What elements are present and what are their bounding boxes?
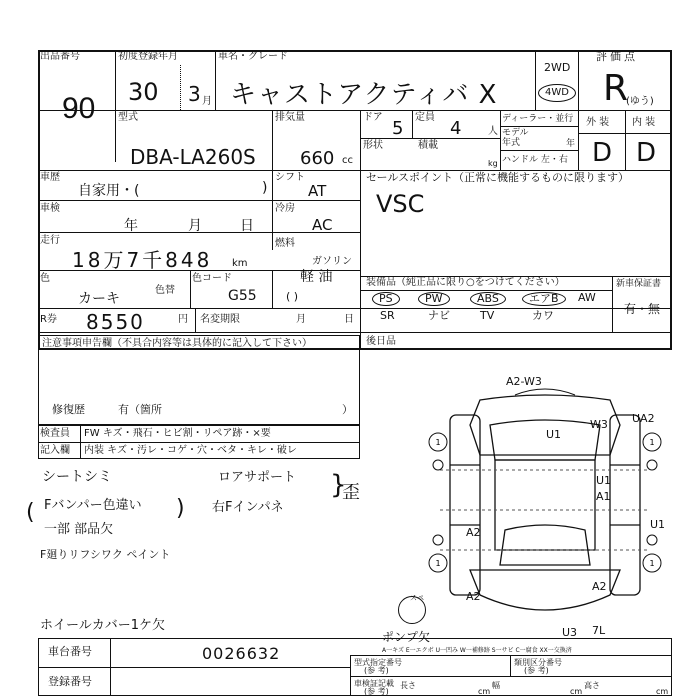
- remark-1: シートシミ: [42, 469, 112, 485]
- usage-value: 自家用・(: [78, 183, 140, 199]
- interior-label: 内 装: [632, 117, 656, 128]
- entry-items: 内装 キズ・汚レ・コゲ・穴・ベタ・キレ・破レ: [84, 445, 297, 456]
- handle-label: ハンドル 左・右: [502, 155, 568, 165]
- dims-height: 高さ: [584, 681, 600, 690]
- first-reg-month-unit: 月: [202, 96, 212, 107]
- model-label: 型式: [118, 112, 138, 123]
- damage-legend: A一キズ E一エクボ U一凹み W一補修跡 S一サビ C一腐食 XX一交換済: [382, 647, 572, 654]
- sales-point-label: セールスポイント（正常に機能するものに限ります）: [366, 171, 630, 184]
- mileage-value: 18万7千848: [72, 248, 213, 272]
- title-expiry-month: 月: [296, 314, 306, 325]
- doors-label: ドア: [363, 112, 383, 123]
- fuel-paren: ( ): [286, 290, 299, 303]
- capacity-value: 4: [450, 118, 462, 139]
- svg-text:1: 1: [435, 438, 441, 447]
- load-label: 積載: [418, 140, 438, 151]
- repair-history-value: 有（箇所: [118, 403, 162, 416]
- mileage-label: 走行: [40, 235, 60, 246]
- recycle-value: 8550: [86, 310, 145, 334]
- dims-unit-height: cm: [656, 687, 669, 696]
- fuel-label: 燃料: [275, 238, 295, 249]
- dims-width: 幅: [492, 681, 500, 690]
- damage-code: UA2: [632, 412, 655, 425]
- svg-text:1: 1: [649, 559, 655, 568]
- damage-code: U1: [650, 518, 666, 531]
- car-name-value: キャストアクティバ X: [230, 80, 498, 110]
- svg-text:1: 1: [435, 559, 441, 568]
- model-value: DBA-LA260S: [130, 145, 256, 169]
- equipment-item: カワ: [532, 309, 554, 322]
- remark-6: 右Fインパネ: [212, 500, 284, 515]
- remark-2: Fバンパー色違い: [44, 498, 142, 513]
- svg-text:1: 1: [649, 438, 655, 447]
- equipment-label: 装備品（純正品に限り○をつけてください）: [366, 277, 565, 288]
- equipment-item: PW: [418, 292, 450, 306]
- grade-note: (ゆう): [626, 96, 654, 107]
- dims-unit-width: cm: [570, 687, 583, 696]
- inspection-year: 年: [124, 218, 138, 234]
- remark-4: F廻りリフシワク ペイント: [40, 548, 171, 561]
- repaint-label: 色替: [155, 285, 175, 296]
- inspection-day: 日: [240, 218, 254, 234]
- equipment-item: TV: [480, 309, 495, 322]
- color-code-value: G55: [228, 288, 257, 304]
- equipment-item: SR: [380, 309, 395, 322]
- usage-close: ): [262, 180, 268, 196]
- damage-code: U1: [546, 428, 562, 441]
- damage-code: U1: [596, 474, 612, 487]
- model-year-unit: 年: [566, 139, 576, 149]
- dims-unit-length: cm: [478, 687, 491, 696]
- grade-label: 評価点: [596, 50, 638, 63]
- repair-history-label: 修復歴: [52, 403, 85, 416]
- notes-label: 注意事項申告欄（不具合内容等は具体的に記入して下さい）: [42, 338, 312, 349]
- repair-history-close: ）: [342, 403, 353, 416]
- designation-ref: (参 考): [364, 666, 389, 675]
- remark-5: ロアサポート: [218, 470, 297, 485]
- displacement-label: 排気量: [275, 112, 305, 123]
- damage-code: A2: [466, 526, 481, 539]
- dims-ref: (参 考): [364, 687, 389, 696]
- drive-2wd: 2WD: [544, 61, 571, 74]
- fuel-value: 軽 油: [300, 269, 333, 285]
- equipment-item: PS: [372, 292, 400, 306]
- inspector-items: FW キズ・飛石・ヒビ割・リペア跡・×要: [84, 428, 271, 439]
- rear-seat-label: 後日品: [366, 336, 396, 347]
- damage-code: A2: [592, 580, 607, 593]
- equipment-item: ナビ: [428, 309, 450, 322]
- model-year-label2: 年式: [502, 138, 521, 148]
- inspector-label: 検査員: [40, 428, 70, 439]
- fuel-gas: ガソリン: [312, 256, 352, 267]
- warranty-label: 新車保証書: [616, 279, 662, 289]
- pump-missing: ポンプ欠: [382, 630, 431, 644]
- dims-reg-label: 車検証記載: [354, 679, 394, 688]
- grade-value: R: [603, 68, 629, 109]
- category-label: 類別区分番号: [514, 658, 562, 667]
- color-code-label: 色コード: [192, 273, 232, 284]
- warranty-value: 有・無: [624, 302, 661, 316]
- dims-length: 長さ: [400, 681, 416, 690]
- equipment-item: ABS: [470, 292, 506, 306]
- shape-label: 形状: [363, 140, 383, 151]
- title-expiry-label: 名変期限: [200, 314, 240, 325]
- capacity-unit: 人: [488, 126, 498, 137]
- remark-8: ホイールカバー1ケ欠: [40, 618, 166, 633]
- usage-label: 車歴: [40, 172, 60, 183]
- damage-code: U3: [562, 626, 578, 639]
- chassis-value: 0026632: [202, 644, 281, 663]
- displacement-value: 660: [300, 148, 335, 169]
- ac-label: 冷房: [275, 203, 295, 214]
- lot-number: 90: [62, 92, 96, 125]
- entry-label: 記入欄: [40, 445, 70, 456]
- lot-label: 出品番号: [40, 51, 80, 62]
- exterior-value: D: [592, 138, 613, 168]
- sales-point-value: VSC: [376, 190, 425, 218]
- doors-value: 5: [392, 118, 404, 139]
- interior-value: D: [636, 138, 657, 168]
- ac-value: AC: [312, 216, 333, 234]
- load-unit: kg: [488, 159, 498, 168]
- shift-label: シフト: [275, 172, 305, 183]
- equipment-item: エアB: [522, 292, 566, 306]
- exterior-label: 外 装: [586, 117, 610, 128]
- shift-value: AT: [308, 182, 327, 200]
- car-name-label: 車名・グレード: [218, 51, 288, 62]
- category-ref: (参 考): [524, 666, 549, 675]
- chassis-label: 車台番号: [48, 645, 92, 658]
- displacement-unit: cc: [342, 155, 353, 166]
- equipment-item: AW: [578, 291, 596, 304]
- first-reg-year: 30: [128, 78, 159, 106]
- inspection-month: 月: [188, 218, 202, 234]
- designation-label: 型式指定番号: [354, 658, 402, 667]
- remark-3: 一部 部品欠: [44, 522, 114, 537]
- damage-code: A2-W3: [506, 375, 542, 388]
- first-reg-label: 初度登録年月: [118, 51, 178, 62]
- recycle-unit: 円: [178, 314, 188, 325]
- damage-code: 7L: [592, 624, 606, 637]
- title-expiry-day: 日: [344, 314, 354, 325]
- registration-label: 登録番号: [48, 675, 92, 688]
- damage-code: W3: [590, 418, 608, 431]
- recycle-label: R券: [40, 314, 57, 325]
- color-value: カーキ: [78, 291, 120, 307]
- remark-7: 歪: [342, 482, 360, 503]
- model-year-label1: モデル: [502, 128, 529, 138]
- capacity-label: 定員: [415, 112, 435, 123]
- damage-code: A1: [596, 490, 611, 503]
- dealer-label: ディーラー・並行: [502, 114, 574, 124]
- mileage-unit: km: [232, 258, 248, 269]
- inspection-label: 車検: [40, 203, 60, 214]
- spare-note: スペ: [410, 594, 424, 602]
- damage-code: A2: [466, 590, 481, 603]
- drive-4wd-circled: 4WD: [538, 84, 576, 102]
- color-label: 色: [40, 273, 50, 284]
- first-reg-month: 3: [188, 82, 201, 106]
